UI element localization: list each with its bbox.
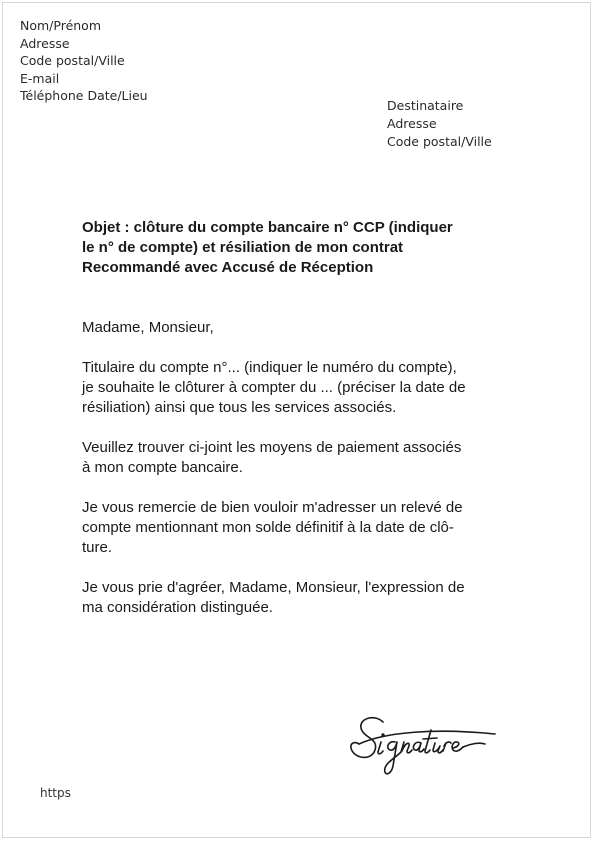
recipient-address: Adresse [387, 116, 437, 131]
signature-graphic [345, 708, 505, 783]
body-line: Je vous prie d'agréer, Madame, Monsieur, l'expression de [82, 579, 465, 596]
recipient-postal-city: Code postal/Ville [387, 134, 492, 149]
subject-line: Recommandé avec Accusé de Réception [82, 259, 374, 276]
body-line: je souhaite le clôturer à compter du ... (préciser la date de [82, 379, 466, 396]
sender-name: Nom/Prénom [20, 18, 102, 33]
body-line: ture. [82, 539, 113, 556]
recipient-block [387, 97, 492, 151]
sender-address: Adresse [20, 35, 70, 51]
footer-url: https [40, 786, 71, 800]
sender-postal-city: Code postal/Ville [20, 53, 125, 68]
sender-email: E-mail [20, 70, 60, 86]
subject-block [82, 218, 522, 278]
subject-line: Objet : clôture du compte bancaire n° CCP (indiquer [82, 219, 453, 236]
paragraph-payment-means [82, 438, 522, 478]
subject-line: le n° de compte) et résiliation de mon contrat [82, 239, 404, 256]
body-line: résiliation) ainsi que tous les services associés. [82, 399, 397, 416]
paragraph-closing [82, 578, 522, 618]
body-line: Titulaire du compte n°... (indiquer le numéro du compte), [82, 359, 457, 376]
salutation: Madame, Monsieur, [82, 319, 214, 336]
paragraph-termination [82, 358, 522, 418]
sender-phone-date: Téléphone Date/Lieu [20, 88, 148, 103]
letter-body [82, 318, 522, 638]
handwritten-signature [345, 708, 505, 783]
paragraph-statement-request [82, 498, 522, 558]
sender-block [20, 17, 148, 105]
body-line: Je vous remercie de bien vouloir m'adresser un relevé de [82, 499, 463, 516]
body-line: à mon compte bancaire. [82, 459, 243, 476]
body-line: ma considération distinguée. [82, 599, 273, 616]
body-line: compte mentionnant mon solde définitif à la date de clô- [82, 519, 454, 536]
recipient-name: Destinataire [387, 98, 464, 113]
body-line: Veuillez trouver ci-joint les moyens de paiement associés [82, 439, 462, 456]
